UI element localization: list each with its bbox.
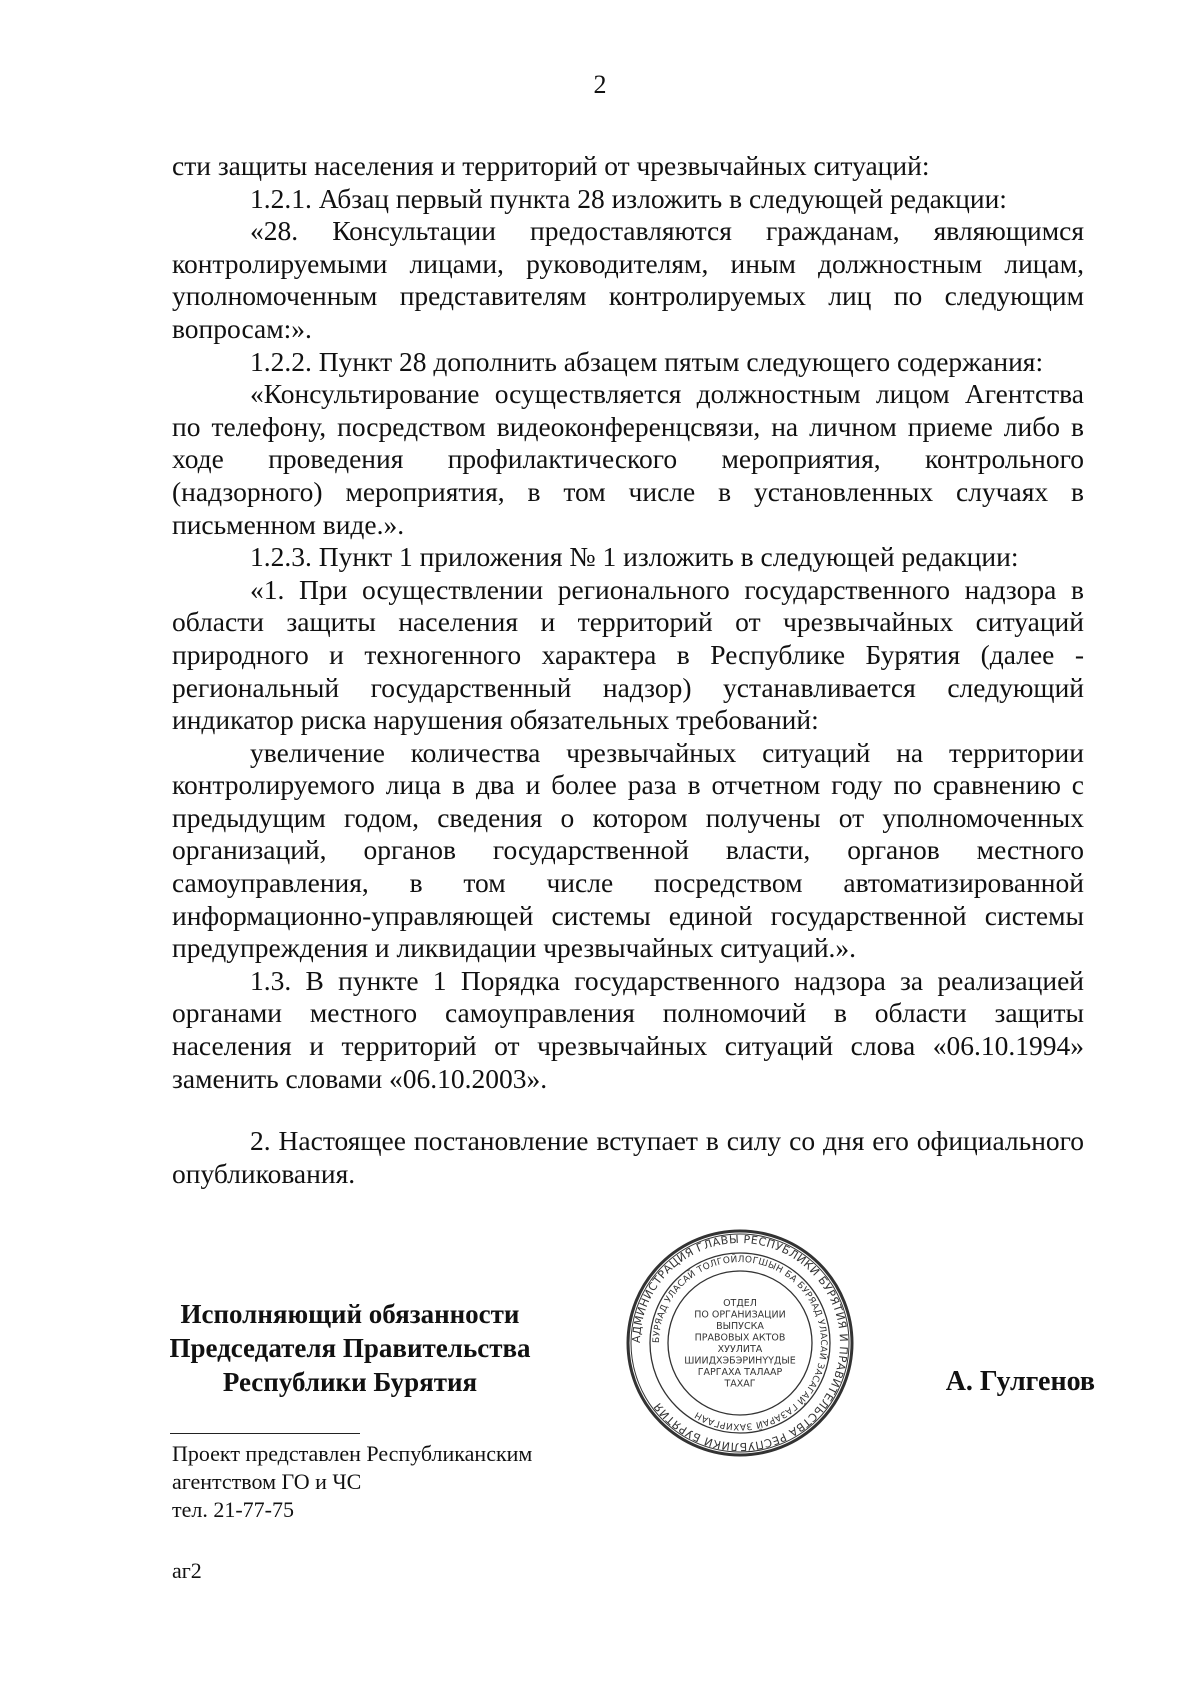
seal-center-line: ШИИДХЭБЭРИНҮҮДЫЕ [684,1355,796,1367]
seal-center-line: ГАРГАХА ТАЛААР [697,1366,783,1378]
seal-center-line: ПРАВОВЫХ АКТОВ [694,1332,786,1344]
document-code: аг2 [172,1558,202,1583]
official-seal [625,1228,855,1458]
seal-center-line: ХУУЛИТА [717,1343,763,1355]
document-body [172,150,1084,1190]
paragraph: 2. Настоящее постановление вступает в силу со дня его официального опубликования. [172,1125,1084,1189]
signatory-title-line: Республики Бурятия [222,1367,478,1397]
signatory-name: А. Гулгенов [945,1366,1095,1397]
note-line: тел. 21-77-75 [172,1497,295,1522]
seal-center-line: ОТДЕЛ [723,1297,757,1309]
footnote-rule [170,1433,360,1434]
paragraph: 1.3. В пункте 1 Порядка государственного надзора за реализацией органами местного самоуправления полномочий в области защиты населения и территорий от чрезвычайных ситуаций слова «06.10.1994» заменить словами «06.10.2003». [172,964,1084,1094]
seal-outer-text: АДМИНИСТРАЦИЯ ГЛАВЫ РЕСПУБЛИКИ БУРЯТИЯ И ПРАВИТЕЛЬСТВА РЕСПУБЛИКИ БУРЯТИЯ [629,1232,851,1454]
seal-inner-text: БУРЯАД УЛАСАЙ ТОЛГОЙЛОГШЫН БА БУРЯАД УЛАСАЙ ЗАСАГАЙ ГАЗАРАЙ ЗАХИРГААН [651,1254,829,1432]
paragraph: 1.2.1. Абзац первый пункта 28 изложить в следующей редакции: [250,182,1007,214]
signatory-title [150,1297,550,1399]
paragraph: «Консультирование осуществляется должностным лицом Агентства по телефону, посредством видеоконференцсвязи, на личном приеме либо в ходе проведения профилактического мероприятия, контрольного (надзорного) мероприятия, в том числе в установленных случаях в письменном виде.». [172,378,1084,540]
signatory-title-line: Исполняющий обязанности [180,1299,520,1329]
paragraph: 1.2.3. Пункт 1 приложения № 1 изложить в следующей редакции: [250,541,1019,573]
paragraph: 1.2.2. Пункт 28 дополнить абзацем пятым следующего содержания: [250,345,1044,377]
page-number: 2 [593,70,607,99]
seal-center-line: ТАХАГ [724,1378,756,1390]
note-line: агентством ГО и ЧС [172,1469,362,1494]
signatory-title-line: Председателя Правительства [169,1333,531,1363]
note-line: Проект представлен Республиканским [172,1441,533,1466]
paragraph: «28. Консультации предоставляются гражданам, являющимся контролируемыми лицами, руководителям, иным должностным лицам, уполномоченным представителям контролируемых лиц по следующим вопросам:». [172,215,1084,344]
paragraph: сти защиты населения и территорий от чрезвычайных ситуаций: [172,150,930,181]
paragraph: «1. При осуществлении регионального государственного надзора в области защиты населения и территорий от чрезвычайных ситуаций природного и техногенного характера в Республике Бурятия (далее - региональный государственный надзор) устанавливается следующий индикатор риска нарушения обязательных требований: [172,573,1084,736]
paragraph: увеличение количества чрезвычайных ситуаций на территории контролируемого лица в два и более раза в отчетном году по сравнению с предыдущим годом, сведения о котором получены от уполномоченных организаций, органов государственной власти, органов местного самоуправления, в том числе посредством автоматизированной информационно-управляющей системы единой государственной системы предупреждения и ликвидации чрезвычайных ситуаций.». [172,736,1084,964]
prepared-by-note [172,1440,532,1524]
seal-center-line: ПО ОРГАНИЗАЦИИ [694,1309,786,1321]
seal-center-line: ВЫПУСКА [716,1320,764,1332]
